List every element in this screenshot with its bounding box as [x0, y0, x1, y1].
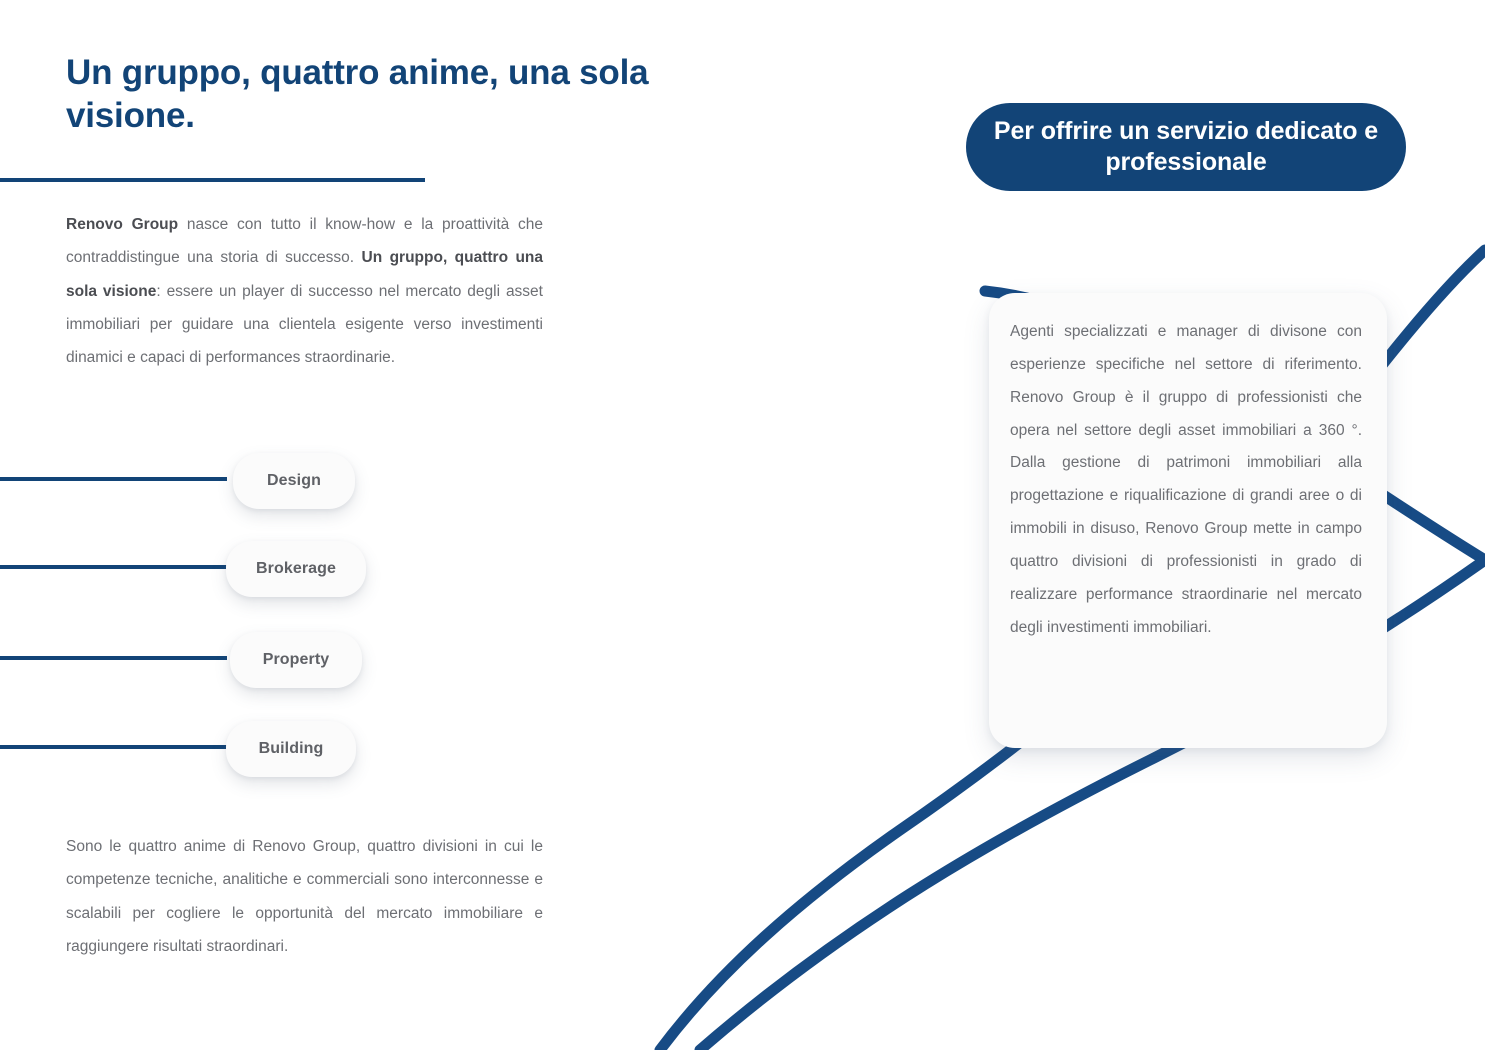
- intro-lead-slogan: Un gruppo, quattro una sola visione: [66, 249, 543, 300]
- division-bar: [0, 745, 227, 749]
- outro-paragraph: Sono le quattro anime di Renovo Group, quattro divisioni in cui le competenze tecniche, analitiche e commerciali sono interconnesse e scalabili per cogliere le opportunità del mercato immobiliare e raggiungere risultati straordinari.: [66, 838, 543, 955]
- division-item-brokerage[interactable]: [0, 541, 355, 597]
- intro-text-1: nasce con tutto il know-how e la proattività che contraddistingue una storia di successo.: [66, 216, 543, 267]
- intro-lead-company: Renovo Group: [66, 216, 179, 233]
- division-item-design[interactable]: [0, 453, 355, 509]
- page-title: Un gruppo, quattro anime, una sola visione.: [66, 53, 649, 135]
- info-card: [989, 293, 1387, 748]
- division-label[interactable]: Building: [226, 721, 356, 777]
- title-underline-rule: [0, 178, 425, 182]
- info-card-text: Agenti specializzati e manager di divisone con esperienze specifiche nel settore di riferimento. Renovo Group è il gruppo di professionisti che opera nel settore degli asset immobiliari a 360 °. Dalla gestione di patrimoni immobiliari alla progettazione e riqualificazione di grandi aree o di immobili in disuso, Renovo Group mette in campo quattro divisioni di professionisti in grado di realizzare performance straordinarie nel mercato degli investimenti immobiliari.: [1010, 323, 1362, 636]
- division-label[interactable]: Design: [233, 453, 355, 509]
- division-item-property[interactable]: [0, 632, 355, 688]
- intro-paragraph: [66, 208, 543, 375]
- intro-text-2: : essere un player di successo nel mercato degli asset immobiliari per guidare una clientela esigente verso investimenti dinamici e capaci di performances straordinarie.: [66, 282, 543, 367]
- division-bar: [0, 656, 227, 660]
- division-bar: [0, 565, 227, 569]
- division-label[interactable]: Property: [230, 632, 362, 688]
- division-bar: [0, 477, 227, 481]
- division-label[interactable]: Brokerage: [226, 541, 366, 597]
- division-item-building[interactable]: [0, 721, 355, 777]
- service-badge: Per offrire un servizio dedicato e professionale: [966, 103, 1406, 191]
